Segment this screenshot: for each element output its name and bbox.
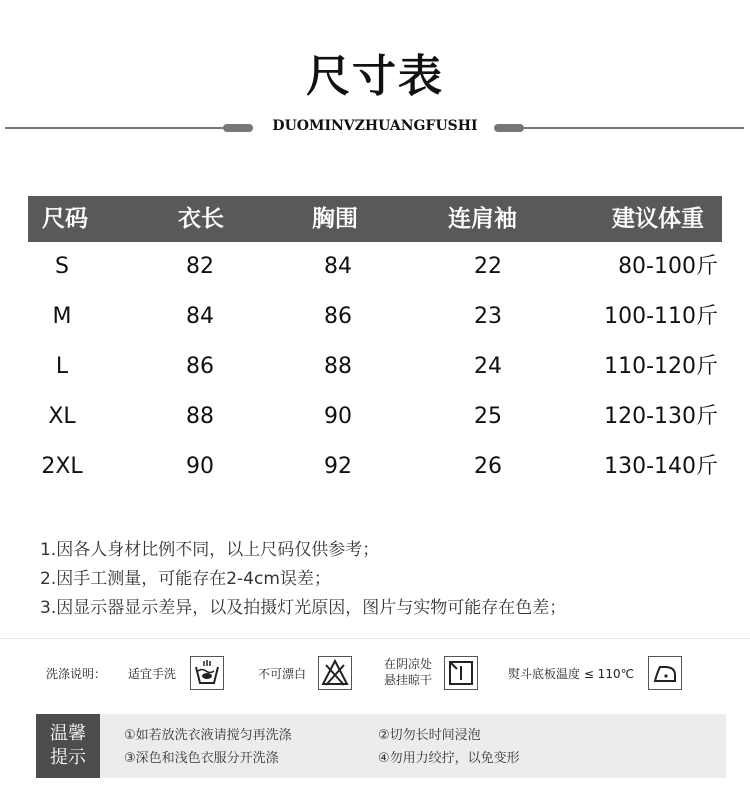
cell-size: M xyxy=(52,304,72,329)
tip-item: ②切勿长时间浸泡 xyxy=(378,728,481,743)
cell-length: 84 xyxy=(186,304,214,329)
cell-weight: 100-110斤 xyxy=(604,304,718,329)
cell-chest: 90 xyxy=(324,404,352,429)
no-bleach-icon xyxy=(318,656,352,690)
table-row xyxy=(28,242,722,292)
cell-weight: 80-100斤 xyxy=(618,254,718,279)
care-iron-text: 熨斗底板温度 ≤ 110℃ xyxy=(508,667,635,681)
table-row xyxy=(28,342,722,392)
cell-weight: 110-120斤 xyxy=(604,354,718,379)
cell-length: 86 xyxy=(186,354,214,379)
cell-chest: 88 xyxy=(324,354,352,379)
cell-size: 2XL xyxy=(41,454,83,479)
cell-chest: 86 xyxy=(324,304,352,329)
header-weight: 建议体重 xyxy=(612,206,704,232)
header-size: 尺码 xyxy=(42,206,88,232)
cell-sleeve: 26 xyxy=(474,454,502,479)
table-row xyxy=(28,442,722,492)
cell-sleeve: 22 xyxy=(474,254,502,279)
care-shade-text-2: 悬挂晾干 xyxy=(384,673,433,687)
care-shade-text-1: 在阴凉处 xyxy=(384,657,433,671)
shade-hang-dry-icon xyxy=(444,656,478,690)
tips-label-line1: 温馨 xyxy=(50,723,86,744)
cell-chest: 84 xyxy=(324,254,352,279)
page-title: 尺寸表 xyxy=(306,51,444,102)
cell-length: 88 xyxy=(186,404,214,429)
care-no-bleach-text: 不可漂白 xyxy=(258,667,307,681)
cell-sleeve: 25 xyxy=(474,404,502,429)
tips-label xyxy=(36,714,100,778)
warm-tips xyxy=(36,714,726,778)
table-row xyxy=(28,292,722,342)
tip-item: ①如若放洗衣液请搅匀再洗涤 xyxy=(124,728,292,743)
tip-item: ③深色和浅色衣服分开洗涤 xyxy=(124,751,279,766)
cell-length: 82 xyxy=(186,254,214,279)
care-label: 洗涤说明： xyxy=(46,667,107,681)
divider-right-cap xyxy=(494,124,524,132)
note-item: 3.因显示器显示差异，以及拍摄灯光原因，图片与实物可能存在色差； xyxy=(40,598,567,618)
care-handwash-text: 适宜手洗 xyxy=(128,667,177,681)
brand-subtitle: DUOMINVZHUANGFUSHI xyxy=(272,118,478,134)
tip-item: ④勿用力绞拧，以免变形 xyxy=(378,751,520,766)
cell-size: S xyxy=(55,254,69,279)
cell-size: L xyxy=(55,354,69,379)
hand-wash-icon xyxy=(190,656,224,690)
cell-length: 90 xyxy=(186,454,214,479)
cell-weight: 130-140斤 xyxy=(604,454,718,479)
tips-label-line2: 提示 xyxy=(50,747,86,768)
iron-icon xyxy=(648,656,682,690)
care-instructions xyxy=(0,652,750,698)
cell-sleeve: 24 xyxy=(474,354,502,379)
header-chest: 胸围 xyxy=(312,206,358,232)
size-notes xyxy=(40,537,566,624)
divider-right xyxy=(524,127,744,129)
cell-weight: 120-130斤 xyxy=(604,404,718,429)
table-header xyxy=(28,196,722,242)
section-divider xyxy=(0,638,750,639)
header-sleeve: 连肩袖 xyxy=(448,206,517,232)
header-length: 衣长 xyxy=(178,206,224,232)
table-row xyxy=(28,392,722,442)
note-item: 1.因各人身材比例不同，以上尺码仅供参考； xyxy=(40,540,380,560)
cell-chest: 92 xyxy=(324,454,352,479)
note-item: 2.因手工测量，可能存在2-4cm误差； xyxy=(40,569,331,589)
size-table xyxy=(28,196,722,492)
cell-size: XL xyxy=(48,404,76,429)
cell-sleeve: 23 xyxy=(474,304,502,329)
